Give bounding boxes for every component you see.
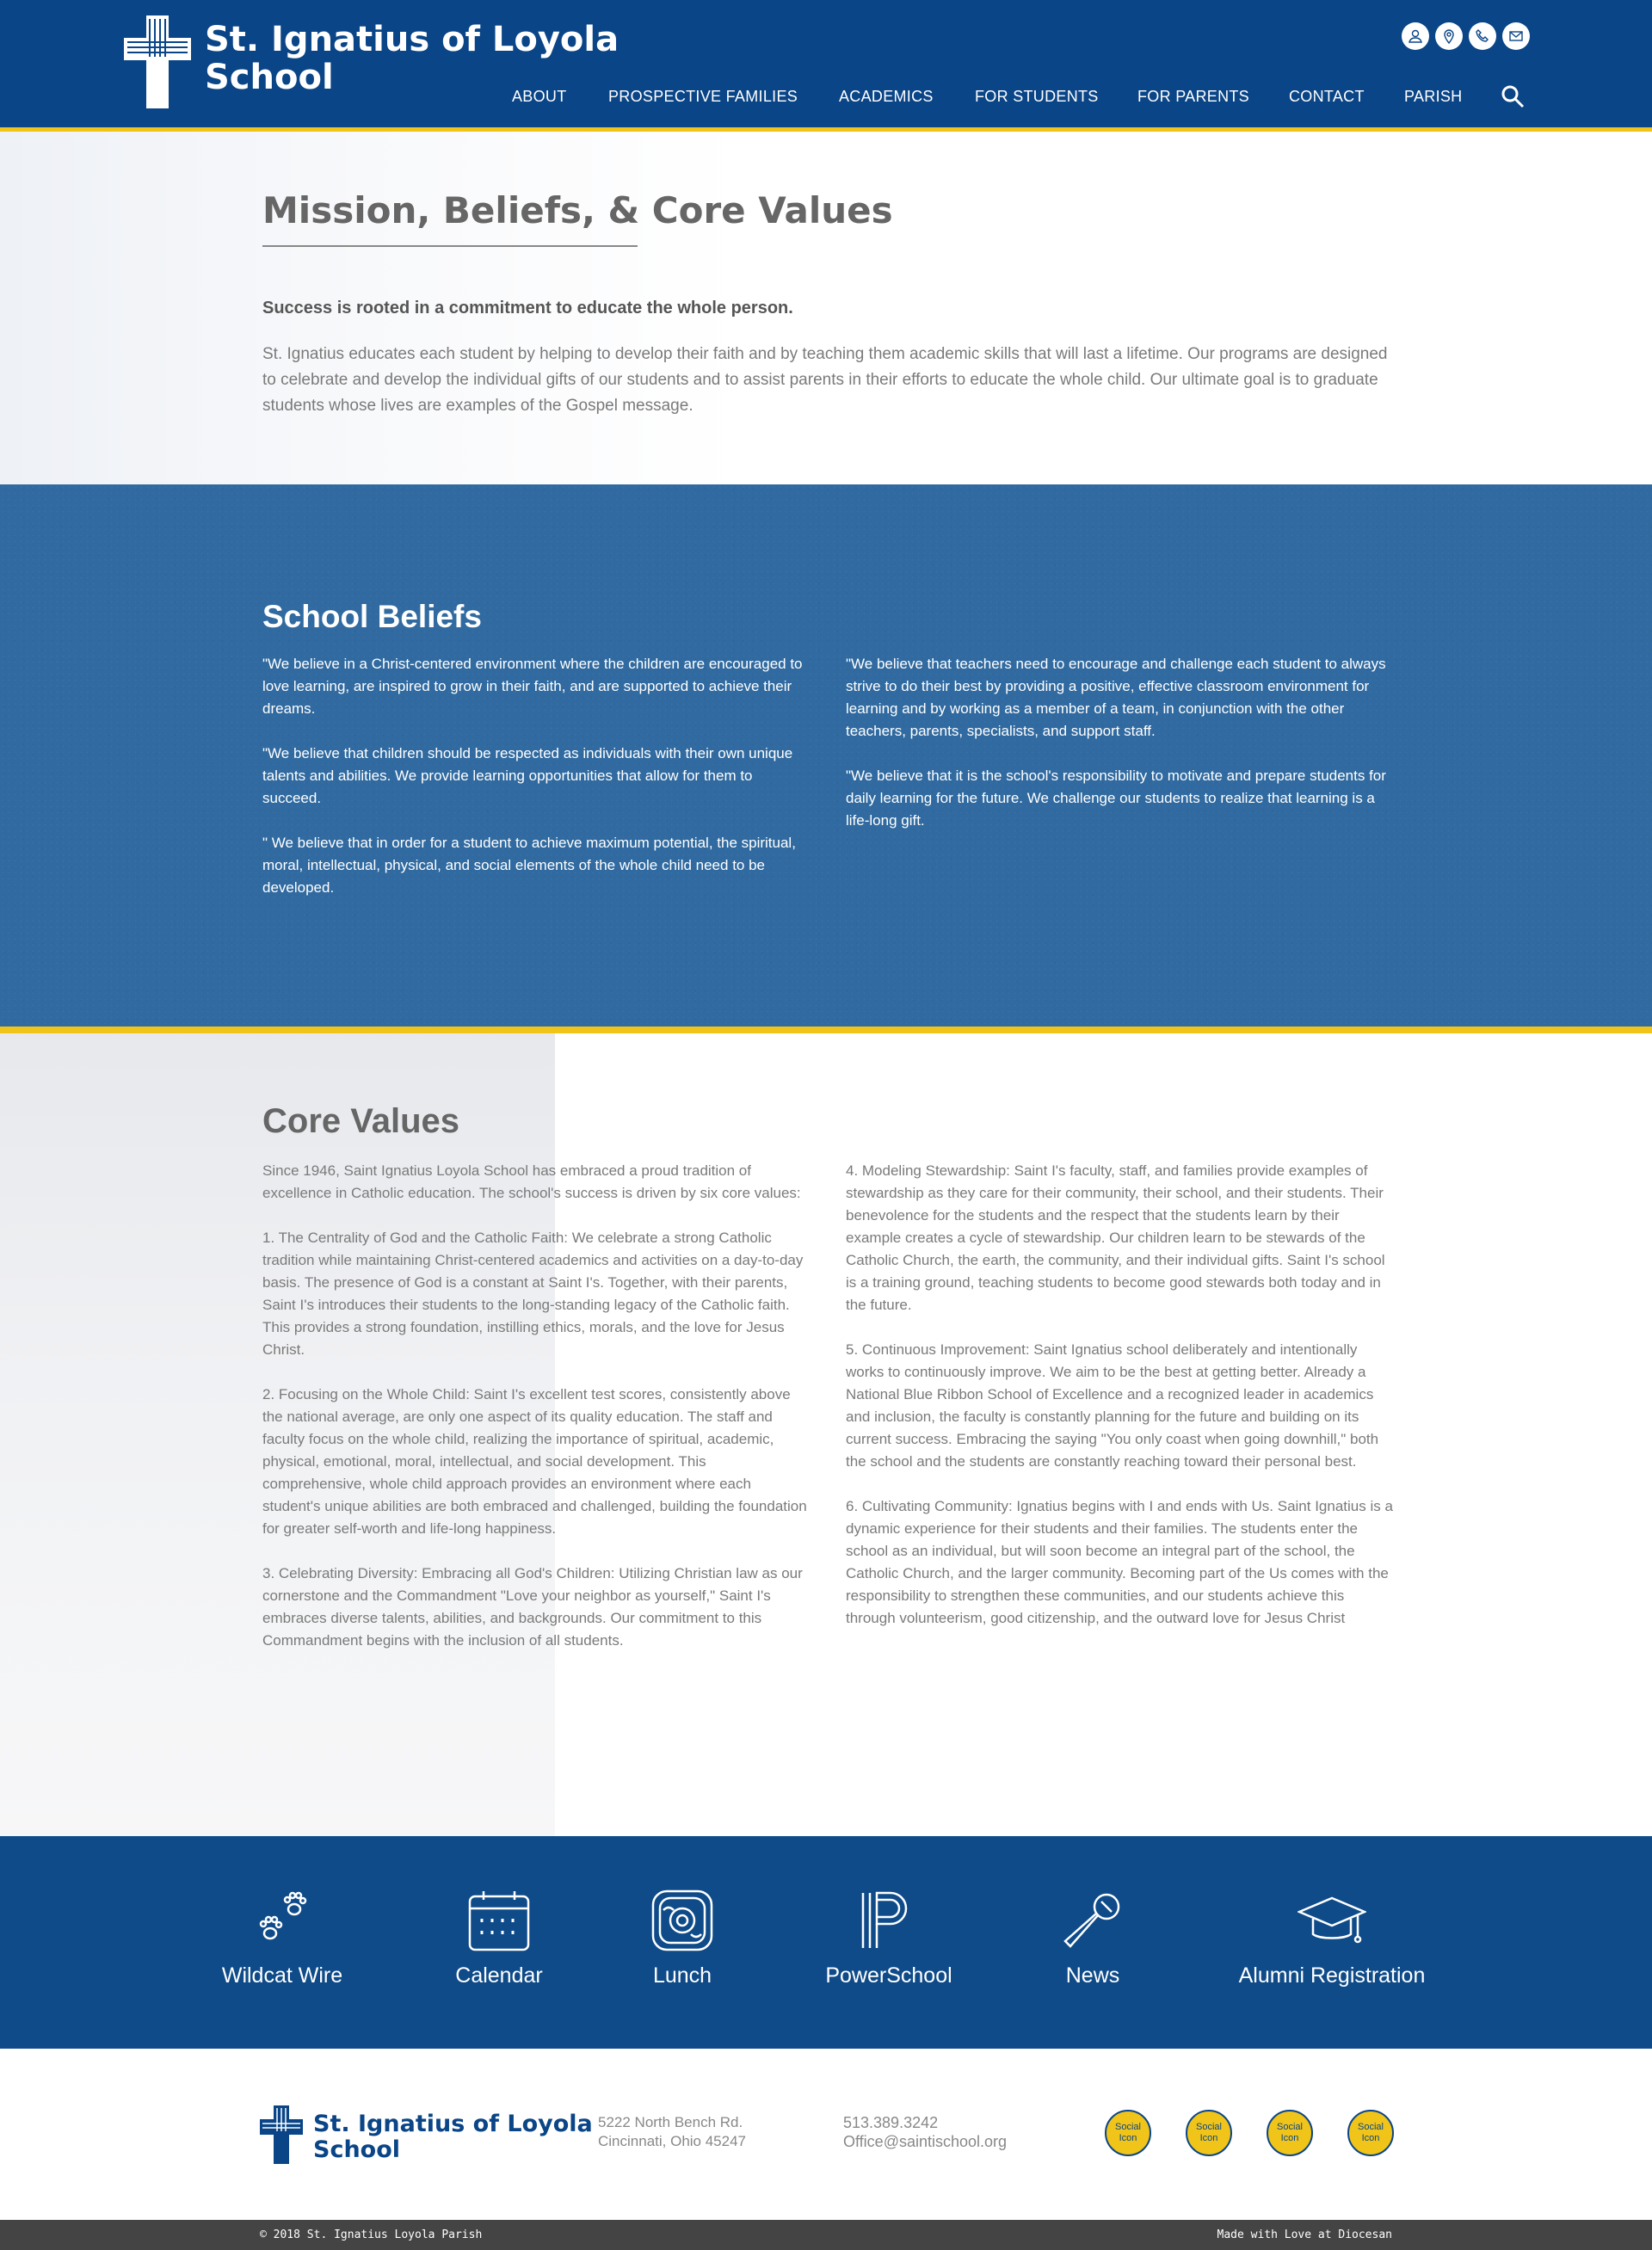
core-values-right-column <box>846 1160 1396 1652</box>
nav-prospective-families[interactable]: PROSPECTIVE FAMILIES <box>608 88 798 105</box>
school-name <box>205 21 619 96</box>
copyright-text: © 2018 St. Ignatius Loyola Parish <box>260 2228 483 2241</box>
social-icon[interactable]: Social Icon <box>1347 2110 1394 2156</box>
quick-link-label: Lunch <box>652 1963 712 1988</box>
phone-icon[interactable] <box>1469 22 1496 50</box>
core-values-title: Core Values <box>262 1102 460 1140</box>
quick-link-wildcat-wire[interactable] <box>196 1886 368 1988</box>
nav-contact[interactable]: CONTACT <box>1289 88 1365 105</box>
utility-icons <box>1402 22 1530 50</box>
beliefs-right-column <box>846 653 1396 854</box>
core-value-paragraph: 4. Modeling Stewardship: Saint I's faculty, staff, and families provide examples of stewardship as they care for their community, their school, and their students. Their benevolence for the students and the respect that the students learn by their example creates a cycle of stewardship. Our children learn to be stewards of the Catholic Church, the earth, the community, and their individual gifts. Saint I's school is a training ground, teaching students to become good stewards both today and in the future. <box>846 1162 1385 1313</box>
quick-link-calendar[interactable] <box>413 1886 585 1988</box>
calendar-icon <box>465 1886 533 1955</box>
graduation-cap-icon <box>1298 1886 1366 1955</box>
belief-paragraph: "We believe that it is the school's responsibility to motivate and prepare students for daily learning for the future. We challenge our students to realize that learning is a life-long gift. <box>846 767 1386 829</box>
mission-body: St. Ignatius educates each student by helping to develop their faith and by teaching them academic skills that will last a lifetime. Our programs are designed to celebrate and develop the individual gifts of our students and to assist parents in their efforts to educate the whole child. Our ultimate goal is to graduate students whose lives are examples of the Gospel message. <box>262 345 1388 415</box>
footer-email-link[interactable]: Office@saintischool.org <box>843 2133 1008 2150</box>
core-value-paragraph: 2. Focusing on the Whole Child: Saint I's excellent test scores, consistently above the national average, are only one aspect of its quality education. The staff and faculty focus on the whole child, realizing the importance of spiritual, academic, physical, emotional, moral, intellectual, and social development. This comprehensive, whole child approach provides an environment where each student's unique abilities are both embraced and challenged, building the foundation for greater self-worth and life-long happiness. <box>262 1386 807 1537</box>
belief-paragraph: "We believe that teachers need to encourage and challenge each student to always strive to do their best by providing a positive, effective classroom environment for learning and by working as a member of a team, in conjunction with the other teachers, parents, specialists, and support staff. <box>846 656 1386 739</box>
nav-for-students[interactable]: FOR STUDENTS <box>975 88 1099 105</box>
beliefs-section <box>0 484 1652 1026</box>
beliefs-left-column <box>262 653 813 922</box>
user-icon[interactable] <box>1402 22 1429 50</box>
nav-for-parents[interactable]: FOR PARENTS <box>1137 88 1249 105</box>
core-value-paragraph: 3. Celebrating Diversity: Embracing all God's Children: Utilizing Christian law as our cornerstone and the Commandment "Love your neighbor as yourself," Saint I's embraces diverse talents, abilities, and backgrounds. Our commitment to this Commandment begins with the inclusion of all students. <box>262 1565 803 1649</box>
quick-link-alumni-registration[interactable] <box>1211 1886 1452 1988</box>
site-header <box>0 0 1652 127</box>
mail-icon[interactable] <box>1502 22 1530 50</box>
location-pin-icon[interactable] <box>1435 22 1463 50</box>
paw-prints-icon <box>248 1886 317 1955</box>
nav-parish[interactable]: PARISH <box>1404 88 1463 105</box>
core-value-paragraph: Since 1946, Saint Ignatius Loyola School has embraced a proud tradition of excellence in Catholic education. The school's success is driven by six core values: <box>262 1162 801 1201</box>
powerschool-icon <box>854 1886 923 1955</box>
address-line1: 5222 North Bench Rd. <box>598 2114 743 2130</box>
core-values-left-column <box>262 1160 813 1674</box>
quick-link-label: Calendar <box>455 1963 543 1988</box>
microphone-icon <box>1058 1886 1127 1955</box>
quick-link-label: PowerSchool <box>825 1963 952 1988</box>
school-name-line1: St. Ignatius of Loyola <box>205 20 620 59</box>
social-links <box>1105 2110 1394 2156</box>
quick-link-label: News <box>1065 1963 1120 1988</box>
beliefs-accent-stripe <box>0 1026 1652 1033</box>
copyright-bar <box>0 2220 1652 2250</box>
quick-link-powerschool[interactable] <box>794 1886 983 1988</box>
quick-link-label: Alumni Registration <box>1238 1963 1426 1988</box>
footer-name-line1: St. Ignatius of Loyola <box>313 2110 593 2137</box>
main-nav <box>0 88 1652 108</box>
quick-link-lunch[interactable] <box>596 1886 768 1988</box>
footer-phone-link[interactable]: 513.389.3242 <box>843 2114 939 2131</box>
school-name-line2: School <box>205 58 334 97</box>
search-icon[interactable] <box>1499 83 1526 110</box>
quick-link-news[interactable] <box>1007 1886 1179 1988</box>
core-value-paragraph: 1. The Centrality of God and the Catholic Faith: We celebrate a strong Catholic tradition while maintaining Christ-centered academics and activities on a day-to-day basis. The presence of God is a constant at Saint I's. Together, with their parents, Saint I's introduces their students to the long-standing legacy of the Catholic faith. This provides a strong foundation, instilling ethics, morals, and the love for Jesus Christ. <box>262 1230 804 1358</box>
core-value-paragraph: 6. Cultivating Community: Ignatius begins with I and ends with Us. Saint Ignatius is a dynamic experience for their students and their families. The students enter the school as an individual, but will soon become an integral part of the school, the Catholic Church, and the larger community. Becoming part of the Us comes with the responsibility to strengthen these communities, and our students achieve this through volunteerism, good citizenship, and the outward love for Jesus Christ <box>846 1498 1393 1626</box>
social-icon[interactable]: Social Icon <box>1105 2110 1151 2156</box>
belief-paragraph: "We believe that children should be respected as individuals with their own unique talents and abilities. We provide learning opportunities that allow for them to succeed. <box>262 745 793 806</box>
nav-about[interactable]: ABOUT <box>512 88 567 105</box>
cross-logo-icon <box>260 2105 303 2168</box>
title-underline <box>262 245 638 247</box>
address-line2: Cincinnati, Ohio 45247 <box>598 2133 747 2149</box>
mission-lead: Success is rooted in a commitment to educate the whole person. <box>262 299 793 317</box>
mission-background <box>0 132 1652 484</box>
beliefs-title: School Beliefs <box>262 599 482 634</box>
social-icon[interactable]: Social Icon <box>1267 2110 1313 2156</box>
footer-address <box>598 2113 746 2151</box>
footer-logo-link[interactable] <box>260 2105 593 2168</box>
footer-contact <box>843 2113 1007 2151</box>
footer-name-line2: School <box>313 2136 401 2163</box>
core-value-paragraph: 5. Continuous Improvement: Saint Ignatius school deliberately and intentionally works to continuously improve. We aim to be the best at getting better. Already a National Blue Ribbon School of Excellence and a recognized leader in academics and inclusion, the faculty is constantly planning for the future and building on its current success. Embracing the saying "You only coast when going downhill," both the school and the students are constantly reaching toward their personal best. <box>846 1341 1379 1470</box>
page-title: Mission, Beliefs, & Core Values <box>262 189 893 231</box>
lunch-icon <box>648 1886 717 1955</box>
nav-academics[interactable]: ACADEMICS <box>839 88 934 105</box>
quick-link-label: Wildcat Wire <box>221 1963 343 1988</box>
social-icon[interactable]: Social Icon <box>1186 2110 1232 2156</box>
belief-paragraph: " We believe that in order for a student to achieve maximum potential, the spiritual, moral, intellectual, physical, and social elements of the whole child need to be developed. <box>262 835 796 896</box>
made-with-link[interactable]: Made with Love at Diocesan <box>1217 2228 1392 2241</box>
footer-school-name <box>313 2111 593 2163</box>
belief-paragraph: "We believe in a Christ-centered environment where the children are encouraged to love learning, are inspired to grow in their faith, and are supported to achieve their dreams. <box>262 656 803 717</box>
